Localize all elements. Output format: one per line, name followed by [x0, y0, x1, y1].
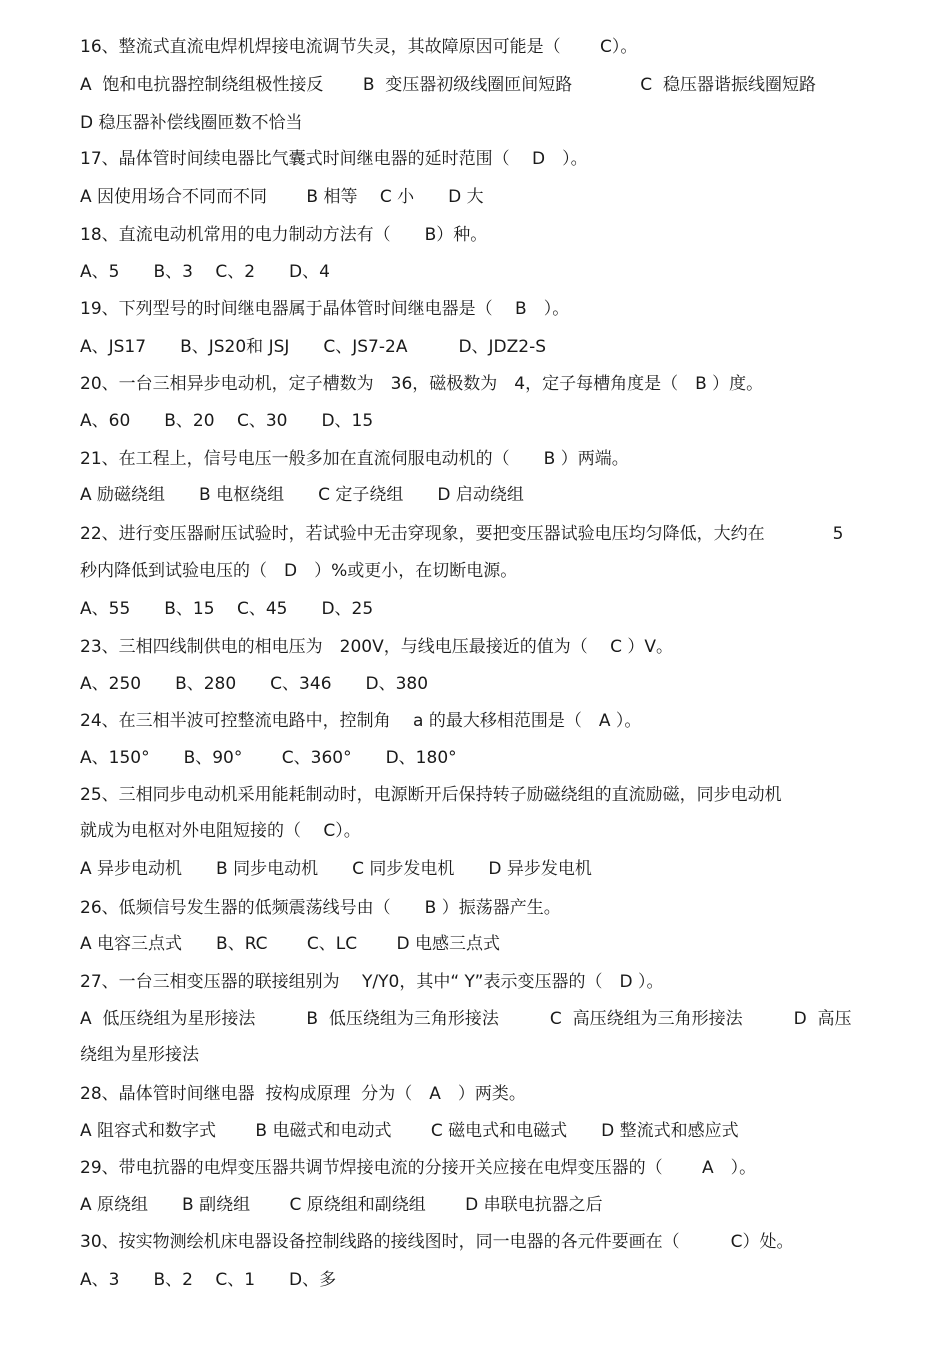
- text-line: A 励磁绕组 B 电枢绕组 C 定子绕组 D 启动绕组: [80, 485, 524, 505]
- text-line: 30、按实物测绘机床电器设备控制线路的接线图时，同一电器的各元件要画在（ C）处。: [80, 1232, 794, 1252]
- text-line: 18、直流电动机常用的电力制动方法有（ B）种。: [80, 225, 488, 245]
- text-line: A 原绕组 B 副绕组 C 原绕组和副绕组 D 串联电抗器之后: [80, 1195, 603, 1215]
- text-line: 24、在三相半波可控整流电路中，控制角 a 的最大移相范围是（ A ）。: [80, 711, 642, 731]
- text-line: A 低压绕组为星形接法 B 低压绕组为三角形接法 C 高压绕组为三角形接法 D 高压: [80, 1009, 852, 1029]
- text-line: 21、在工程上，信号电压一般多加在直流伺服电动机的（ B ）两端。: [80, 449, 629, 469]
- text-line: 17、晶体管时间续电器比气囊式时间继电器的延时范围（ D ）。: [80, 149, 588, 169]
- text-line: 25、三相同步电动机采用能耗制动时，电源断开后保持转子励磁绕组的直流励磁，同步电动机: [80, 785, 782, 805]
- text-line: 就成为电枢对外电阻短接的（ C）。: [80, 821, 361, 841]
- text-line: 20、一台三相异步电动机，定子槽数为 36，磁极数为 4，定子每槽角度是（ B ）度。: [80, 374, 764, 394]
- text-line: 29、带电抗器的电焊变压器共调节焊接电流的分接开关应接在电焊变压器的（ A ）。: [80, 1158, 757, 1178]
- text-line: A、250 B、280 C、346 D、380: [80, 674, 429, 694]
- text-line: A、JS17 B、JS20和 JSJ C、JS7-2A D、JDZ2-S: [80, 337, 547, 357]
- text-line: 22、进行变压器耐压试验时，若试验中无击穿现象，要把变压器试验电压均匀降低，大约在 5: [80, 524, 844, 544]
- text-line: 绕组为星形接法: [80, 1045, 199, 1065]
- text-line: A 因使用场合不同而不同 B 相等 C 小 D 大: [80, 187, 484, 207]
- text-line: A 异步电动机 B 同步电动机 C 同步发电机 D 异步发电机: [80, 859, 592, 879]
- text-line: D 稳压器补偿线圈匝数不恰当: [80, 113, 303, 133]
- text-line: A 阻容式和数字式 B 电磁式和电动式 C 磁电式和电磁式 D 整流式和感应式: [80, 1121, 739, 1141]
- text-line: A 饱和电抗器控制绕组极性接反 B 变压器初级线圈匝间短路 C 稳压器谐振线圈短路: [80, 75, 816, 95]
- text-line: 16、整流式直流电焊机焊接电流调节失灵，其故障原因可能是（ C）。: [80, 37, 638, 57]
- text-line: A、3 B、2 C、1 D、多: [80, 1270, 337, 1290]
- text-line: 27、一台三相变压器的联接组别为 Y/Y0，其中“ Y”表示变压器的（ D ）。: [80, 972, 664, 992]
- text-line: A、5 B、3 C、2 D、4: [80, 262, 330, 282]
- text-line: 19、下列型号的时间继电器属于晶体管时间继电器是（ B ）。: [80, 299, 570, 319]
- text-line: 28、晶体管时间继电器 按构成原理 分为（ A ）两类。: [80, 1084, 526, 1104]
- text-line: A 电容三点式 B、RC C、LC D 电感三点式: [80, 934, 501, 954]
- text-line: 23、三相四线制供电的相电压为 200V，与线电压最接近的值为（ C ）V。: [80, 637, 674, 657]
- text-line: A、55 B、15 C、45 D、25: [80, 599, 374, 619]
- text-line: 秒内降低到试验电压的（ D ）%或更小，在切断电源。: [80, 561, 518, 581]
- text-line: 26、低频信号发生器的低频震荡线号由（ B ）振荡器产生。: [80, 898, 561, 918]
- text-line: A、60 B、20 C、30 D、15: [80, 411, 374, 431]
- text-line: A、150° B、90° C、360° D、180°: [80, 748, 457, 768]
